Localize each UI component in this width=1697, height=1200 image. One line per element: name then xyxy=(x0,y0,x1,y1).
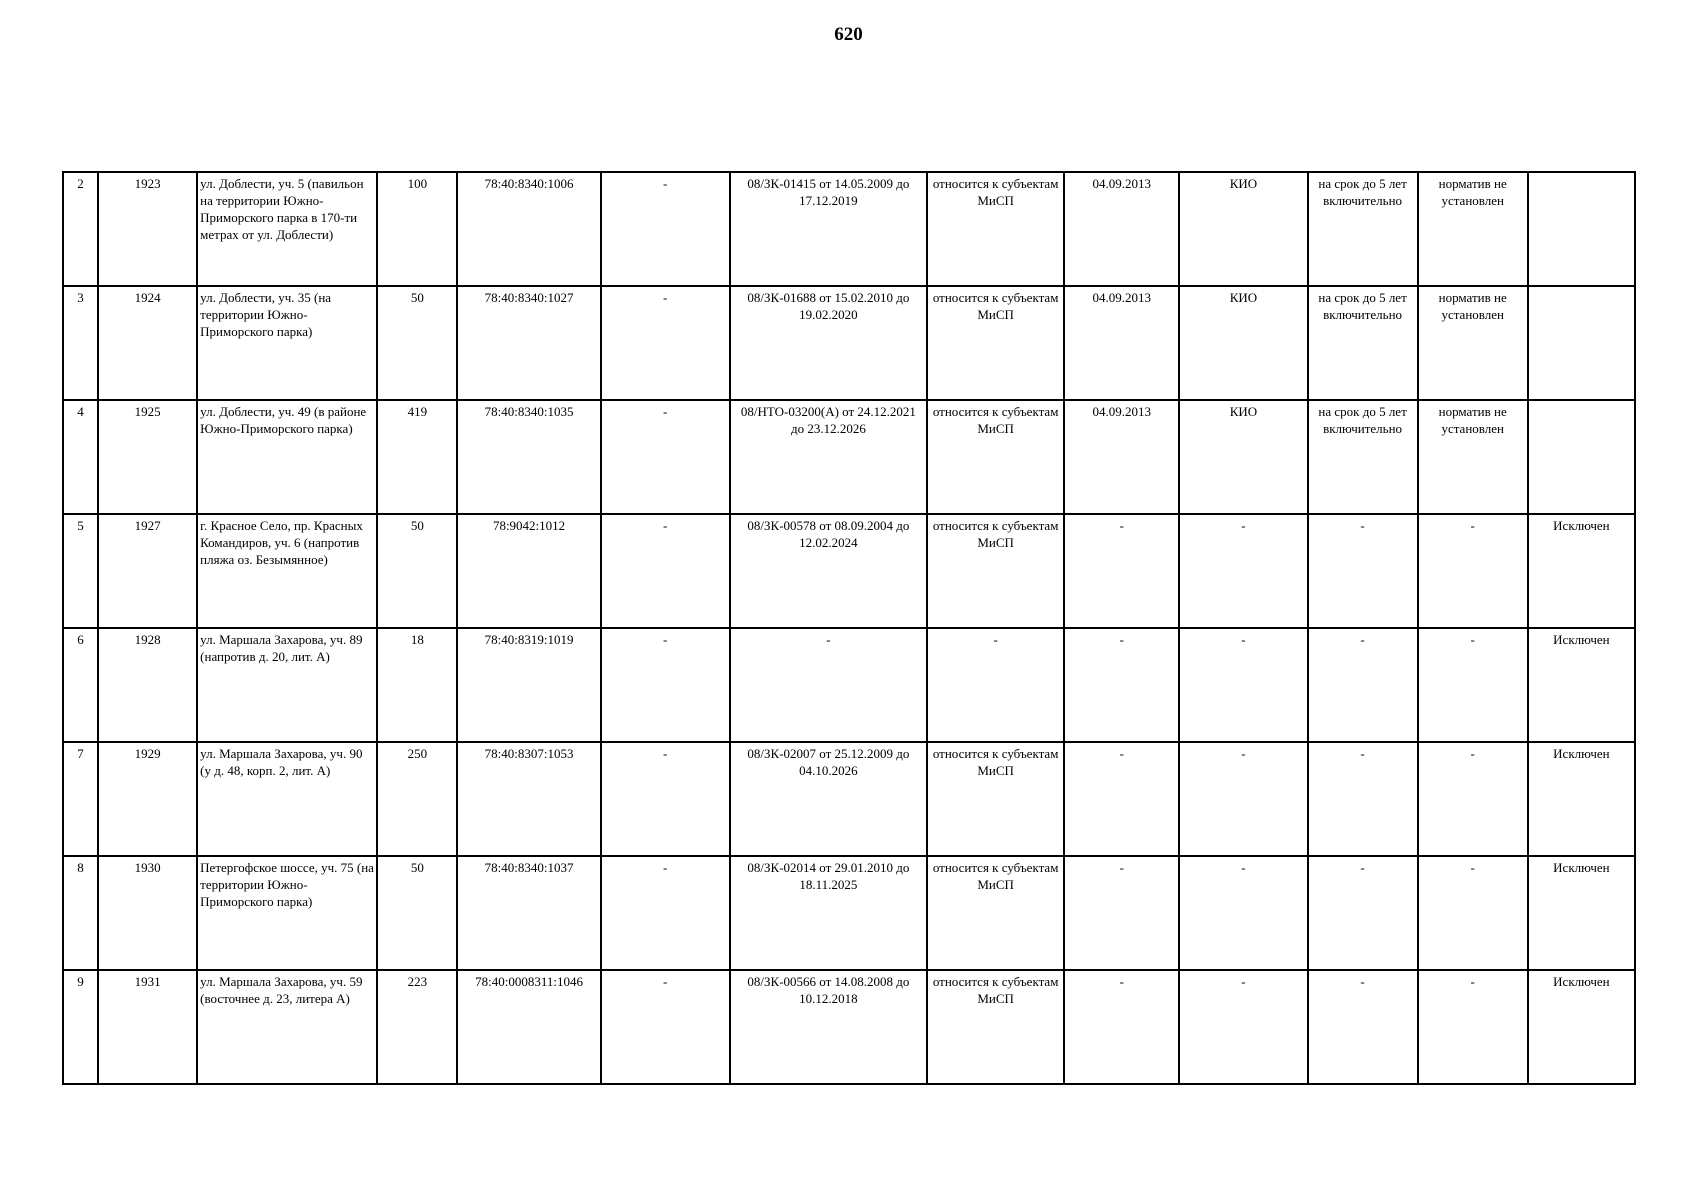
table-row xyxy=(63,970,1635,1084)
extra-cell: - xyxy=(601,400,730,514)
contract-cell: 08/ЗК-01688 от 15.02.2010 до 19.02.2020 xyxy=(730,286,927,400)
category-cell: - xyxy=(927,628,1064,742)
row-number-cell: 5 xyxy=(63,514,98,628)
date-cell: - xyxy=(1064,628,1179,742)
norm-cell: - xyxy=(1418,856,1528,970)
row-number-cell: 7 xyxy=(63,742,98,856)
note-cell: Исключен xyxy=(1528,970,1635,1084)
extra-cell: - xyxy=(601,286,730,400)
extra-cell: - xyxy=(601,514,730,628)
date-cell: 04.09.2013 xyxy=(1064,172,1179,286)
address-cell: ул. Маршала Захарова, уч. 89 (напротив д. 20, лит. А) xyxy=(197,628,377,742)
contract-cell: 08/ЗК-00578 от 08.09.2004 до 12.02.2024 xyxy=(730,514,927,628)
contract-cell: 08/ЗК-00566 от 14.08.2008 до 10.12.2018 xyxy=(730,970,927,1084)
term-cell: - xyxy=(1308,856,1418,970)
row-number-cell: 9 xyxy=(63,970,98,1084)
date-cell: - xyxy=(1064,742,1179,856)
contract-cell: 08/ЗК-02007 от 25.12.2009 до 04.10.2026 xyxy=(730,742,927,856)
note-cell xyxy=(1528,172,1635,286)
term-cell: на срок до 5 лет включительно xyxy=(1308,400,1418,514)
authority-cell: - xyxy=(1179,742,1307,856)
cadastral-number-cell: 78:40:8319:1019 xyxy=(457,628,600,742)
cadastral-number-cell: 78:40:8340:1035 xyxy=(457,400,600,514)
extra-cell: - xyxy=(601,856,730,970)
contract-cell: - xyxy=(730,628,927,742)
area-cell: 100 xyxy=(377,172,457,286)
norm-cell: норматив не установлен xyxy=(1418,286,1528,400)
authority-cell: КИО xyxy=(1179,172,1307,286)
norm-cell: - xyxy=(1418,628,1528,742)
norm-cell: - xyxy=(1418,742,1528,856)
category-cell: относится к субъектам МиСП xyxy=(927,856,1064,970)
object-id-cell: 1930 xyxy=(98,856,197,970)
extra-cell: - xyxy=(601,742,730,856)
contract-cell: 08/НТО-03200(А) от 24.12.2021 до 23.12.2026 xyxy=(730,400,927,514)
note-cell xyxy=(1528,400,1635,514)
registry-table xyxy=(62,171,1636,1085)
category-cell: относится к субъектам МиСП xyxy=(927,400,1064,514)
row-number-cell: 2 xyxy=(63,172,98,286)
norm-cell: норматив не установлен xyxy=(1418,172,1528,286)
object-id-cell: 1924 xyxy=(98,286,197,400)
page-number: 620 xyxy=(834,24,863,45)
table-row xyxy=(63,286,1635,400)
note-cell: Исключен xyxy=(1528,856,1635,970)
date-cell: - xyxy=(1064,970,1179,1084)
date-cell: - xyxy=(1064,856,1179,970)
term-cell: - xyxy=(1308,514,1418,628)
note-cell: Исключен xyxy=(1528,514,1635,628)
object-id-cell: 1925 xyxy=(98,400,197,514)
extra-cell: - xyxy=(601,172,730,286)
table-row xyxy=(63,400,1635,514)
norm-cell: норматив не установлен xyxy=(1418,400,1528,514)
category-cell: относится к субъектам МиСП xyxy=(927,970,1064,1084)
category-cell: относится к субъектам МиСП xyxy=(927,172,1064,286)
category-cell: относится к субъектам МиСП xyxy=(927,514,1064,628)
cadastral-number-cell: 78:40:0008311:1046 xyxy=(457,970,600,1084)
address-cell: ул. Маршала Захарова, уч. 90 (у д. 48, корп. 2, лит. А) xyxy=(197,742,377,856)
object-id-cell: 1923 xyxy=(98,172,197,286)
cadastral-number-cell: 78:40:8307:1053 xyxy=(457,742,600,856)
object-id-cell: 1929 xyxy=(98,742,197,856)
address-cell: г. Красное Село, пр. Красных Командиров, уч. 6 (напротив пляжа оз. Безымянное) xyxy=(197,514,377,628)
row-number-cell: 4 xyxy=(63,400,98,514)
area-cell: 419 xyxy=(377,400,457,514)
authority-cell: - xyxy=(1179,970,1307,1084)
contract-cell: 08/ЗК-01415 от 14.05.2009 до 17.12.2019 xyxy=(730,172,927,286)
address-cell: ул. Доблести, уч. 49 (в районе Южно-Приморского парка) xyxy=(197,400,377,514)
object-id-cell: 1931 xyxy=(98,970,197,1084)
authority-cell: - xyxy=(1179,856,1307,970)
cadastral-number-cell: 78:40:8340:1006 xyxy=(457,172,600,286)
table-row xyxy=(63,628,1635,742)
authority-cell: КИО xyxy=(1179,400,1307,514)
term-cell: на срок до 5 лет включительно xyxy=(1308,286,1418,400)
cadastral-number-cell: 78:40:8340:1027 xyxy=(457,286,600,400)
table-row xyxy=(63,514,1635,628)
term-cell: - xyxy=(1308,742,1418,856)
date-cell: 04.09.2013 xyxy=(1064,400,1179,514)
note-cell: Исключен xyxy=(1528,742,1635,856)
contract-cell: 08/ЗК-02014 от 29.01.2010 до 18.11.2025 xyxy=(730,856,927,970)
norm-cell: - xyxy=(1418,970,1528,1084)
extra-cell: - xyxy=(601,970,730,1084)
extra-cell: - xyxy=(601,628,730,742)
table-row xyxy=(63,742,1635,856)
row-number-cell: 3 xyxy=(63,286,98,400)
row-number-cell: 6 xyxy=(63,628,98,742)
authority-cell: КИО xyxy=(1179,286,1307,400)
object-id-cell: 1927 xyxy=(98,514,197,628)
cadastral-number-cell: 78:40:8340:1037 xyxy=(457,856,600,970)
area-cell: 50 xyxy=(377,286,457,400)
row-number-cell: 8 xyxy=(63,856,98,970)
area-cell: 250 xyxy=(377,742,457,856)
address-cell: ул. Доблести, уч. 5 (павильон на территории Южно-Приморского парка в 170-ти метрах от ул. Доблести) xyxy=(197,172,377,286)
authority-cell: - xyxy=(1179,514,1307,628)
note-cell: Исключен xyxy=(1528,628,1635,742)
area-cell: 18 xyxy=(377,628,457,742)
note-cell xyxy=(1528,286,1635,400)
cadastral-number-cell: 78:9042:1012 xyxy=(457,514,600,628)
table-row xyxy=(63,856,1635,970)
date-cell: - xyxy=(1064,514,1179,628)
category-cell: относится к субъектам МиСП xyxy=(927,742,1064,856)
term-cell: на срок до 5 лет включительно xyxy=(1308,172,1418,286)
category-cell: относится к субъектам МиСП xyxy=(927,286,1064,400)
term-cell: - xyxy=(1308,628,1418,742)
term-cell: - xyxy=(1308,970,1418,1084)
authority-cell: - xyxy=(1179,628,1307,742)
address-cell: Петергофское шоссе, уч. 75 (на территории Южно-Приморского парка) xyxy=(197,856,377,970)
address-cell: ул. Доблести, уч. 35 (на территории Южно-Приморского парка) xyxy=(197,286,377,400)
date-cell: 04.09.2013 xyxy=(1064,286,1179,400)
area-cell: 50 xyxy=(377,514,457,628)
table-row xyxy=(63,172,1635,286)
norm-cell: - xyxy=(1418,514,1528,628)
area-cell: 223 xyxy=(377,970,457,1084)
area-cell: 50 xyxy=(377,856,457,970)
object-id-cell: 1928 xyxy=(98,628,197,742)
address-cell: ул. Маршала Захарова, уч. 59 (восточнее д. 23, литера А) xyxy=(197,970,377,1084)
